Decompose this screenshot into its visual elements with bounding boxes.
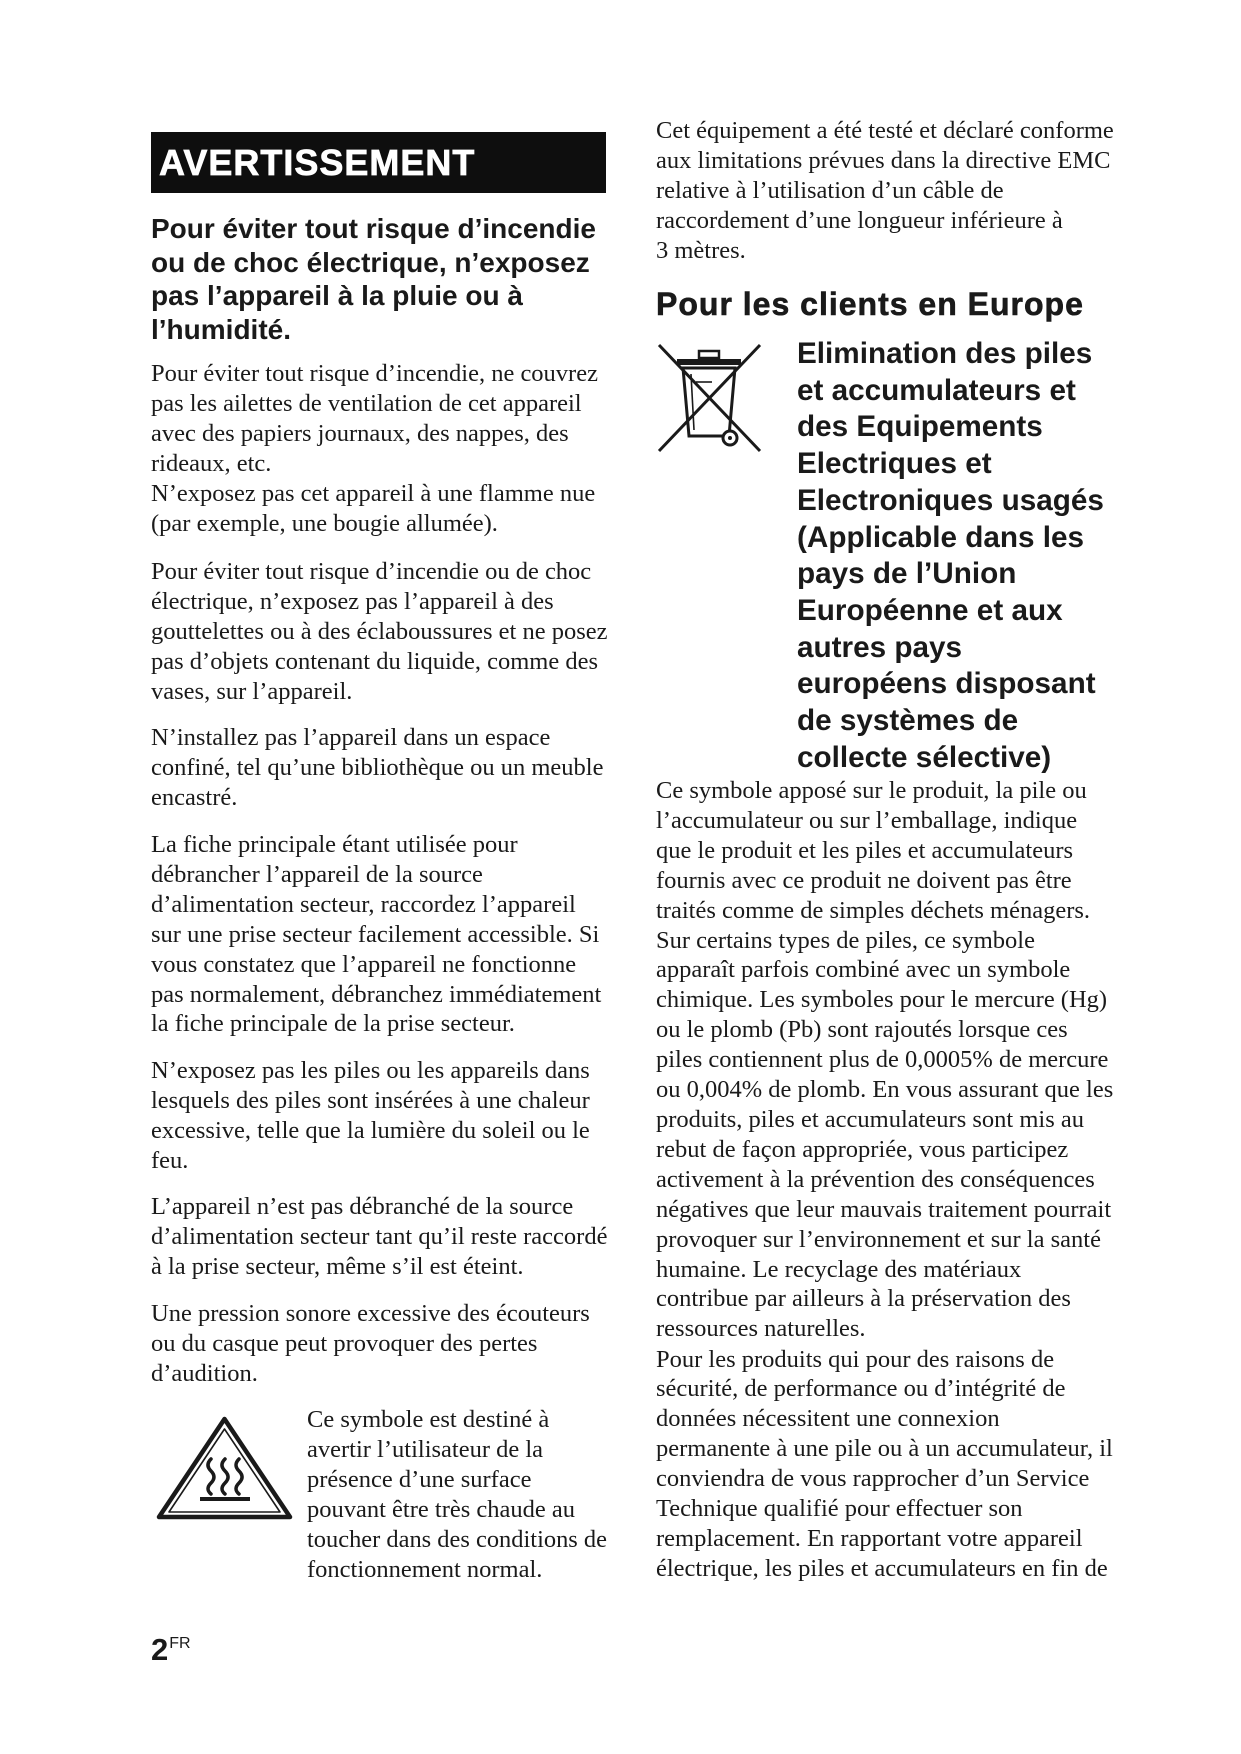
main-plug-paragraph [151,830,608,1039]
text-line: ou 0,004% de plomb. En vous assurant que les [656,1076,1114,1104]
safety-heading [151,212,609,346]
text-line: que le produit et les piles et accumulateurs [656,836,1074,864]
weee-heading-line: Européenne et aux [797,593,1063,627]
text-line: feu. [151,1146,189,1174]
weee-heading-line: Elimination des piles [797,337,1093,370]
text-line: Technique qualifié pour effectuer son [656,1495,1023,1523]
weee-heading-line: Electroniques usagés [797,483,1104,517]
liquid-warning-paragraph [151,557,608,707]
text-line: Sur certains types de piles, ce symbole [656,926,1035,954]
text-line: vous constatez que l’appareil ne fonctionne [151,950,577,978]
text-line: humaine. Le recyclage des matériaux [656,1255,1022,1283]
confined-space-paragraph [151,723,608,813]
text-line: aux limitations prévues dans la directive EMC [656,146,1111,174]
text-line: d’alimentation secteur tant qu’il reste raccordé [151,1222,608,1250]
text-line: présence d’une surface [307,1465,532,1493]
text-line: sécurité, de performance ou d’intégrité de [656,1375,1066,1403]
weee-heading-line: Electriques et [797,447,992,481]
europe-section-heading: Pour les clients en Europe [656,286,1084,322]
text-line: 3 mètres. [656,236,746,264]
weee-heading-line: autres pays [797,630,963,664]
warning-banner-title: AVERTISSEMENT [159,142,476,183]
warning-banner [151,132,606,193]
page-number-digit: 2 [151,1632,169,1667]
hot-surface-text [307,1405,607,1584]
hot-surface-notice [151,1405,611,1590]
text-line: négatives que leur mauvais traitement pourrait [656,1195,1112,1223]
weee-heading-line: collecte sélective) [797,740,1052,774]
text-line: électrique, les piles et accumulateurs en fin de [656,1554,1108,1582]
weee-body-paragraph [656,776,1121,1344]
text-line: débrancher l’appareil de la source [151,860,483,888]
text-line: électrique, n’exposez pas l’appareil à des [151,587,554,615]
safety-heading-line: Pour éviter tout risque d’incendie [151,213,596,244]
hot-surface-warning-icon [155,1415,294,1521]
text-line: permanente à une pile ou à un accumulateur, il [656,1435,1113,1463]
text-line: piles contiennent plus de 0,0005% de mercure [656,1046,1109,1074]
text-line: produits, piles et accumulateurs sont mis au [656,1105,1084,1133]
text-line: lesquels des piles sont insérées à une chaleur [151,1086,590,1114]
text-line: Cet équipement a été testé et déclaré conforme [656,117,1114,144]
text-line: contribue par ailleurs à la préservation des [656,1285,1071,1313]
page-language-code: FR [169,1635,191,1652]
power-disconnect-paragraph [151,1192,608,1282]
text-line: Ce symbole est destiné à [307,1406,550,1433]
text-line: N’installez pas l’appareil dans un espace [151,724,551,751]
text-line: L’appareil n’est pas débranché de la source [151,1193,574,1220]
safety-heading-line: pas l’appareil à la pluie ou à [151,280,523,312]
safety-heading-line: l’humidité. [151,313,291,345]
text-line: à la prise secteur, même s’il est éteint. [151,1252,524,1280]
text-line: la fiche principale de la prise secteur. [151,1010,515,1038]
text-line: gouttelettes ou à des éclaboussures et ne posez [151,617,608,645]
text-line: raccordement d’une longueur inférieure à [656,206,1063,234]
text-line: N’exposez pas les piles ou les appareils dans [151,1057,590,1084]
text-line: excessive, telle que la lumière du soleil ou le [151,1116,590,1144]
text-line: ressources naturelles. [656,1315,866,1343]
text-line: pouvant être très chaude au [307,1495,576,1523]
weee-heading-line: des Equipements [797,410,1043,444]
emc-compliance-paragraph [656,116,1121,266]
text-line: conviendra de vous rapprocher d’un Service [656,1465,1090,1493]
text-line: activement à la prévention des conséquences [656,1165,1095,1193]
text-line: apparaît parfois combiné avec un symbole [656,956,1071,984]
ventilation-flame-paragraph [151,359,608,538]
text-line: La fiche principale étant utilisée pour [151,831,518,858]
battery-heat-paragraph [151,1056,608,1176]
battery-replacement-paragraph [656,1345,1121,1584]
weee-heading [797,336,1119,776]
weee-heading-line: européens disposant [797,667,1096,701]
text-line: Pour les produits qui pour des raisons de [656,1345,1055,1373]
text-line: Une pression sonore excessive des écouteurs [151,1300,590,1327]
weee-heading-line: et accumulateurs et [797,373,1076,407]
text-line: ou du casque peut provoquer des pertes [151,1329,538,1357]
text-line: d’audition. [151,1359,258,1387]
text-line: d’alimentation secteur, raccordez l’appareil [151,890,576,918]
text-line: remplacement. En rapportant votre appareil [656,1524,1083,1552]
text-line: (par exemple, une bougie allumée). [151,509,498,537]
text-line: sur une prise secteur facilement accessible. Si [151,920,600,948]
text-line: avec des papiers journaux, des nappes, des [151,419,569,447]
text-line: données nécessitent une connexion [656,1405,1000,1433]
weee-heading-line: de systèmes de [797,704,1019,738]
weee-heading-line: pays de l’Union [797,557,1017,591]
text-line: ou le plomb (Pb) sont rajoutés lorsque ces [656,1016,1068,1044]
hearing-loss-paragraph [151,1299,608,1389]
page-number [151,1634,191,1665]
text-line: rideaux, etc. [151,449,272,477]
text-line: provoquer sur l’environnement et sur la santé [656,1225,1101,1253]
text-line: vases, sur l’appareil. [151,677,353,705]
text-line: pas d’objets contenant du liquide, comme des [151,647,599,675]
weee-disposal-block [656,336,1121,776]
text-line: rebut de façon appropriée, vous participez [656,1135,1069,1163]
text-line: Ce symbole apposé sur le produit, la pile ou [656,777,1087,804]
text-line: relative à l’utilisation d’un câble de [656,176,1004,204]
text-line: Pour éviter tout risque d’incendie ou de choc [151,558,592,585]
crossed-out-wheelie-bin-icon [656,342,762,454]
text-line: chimique. Les symboles pour le mercure (Hg) [656,986,1108,1014]
text-line: traités comme de simples déchets ménagers. [656,896,1091,924]
text-line: Pour éviter tout risque d’incendie, ne couvrez [151,360,598,387]
text-line: pas normalement, débranchez immédiatement [151,980,602,1008]
text-line: confiné, tel qu’une bibliothèque ou un meuble [151,753,604,781]
safety-heading-line: ou de choc électrique, n’exposez [151,246,590,278]
text-line: pas les ailettes de ventilation de cet appareil [151,389,582,417]
text-line: l’accumulateur ou sur l’emballage, indique [656,806,1078,834]
text-line: fournis avec ce produit ne doivent pas être [656,866,1072,894]
weee-heading-line: (Applicable dans les [797,520,1085,554]
text-line: fonctionnement normal. [307,1555,543,1583]
text-line: toucher dans des conditions de [307,1525,607,1553]
text-line: encastré. [151,783,238,811]
text-line: N’exposez pas cet appareil à une flamme nue [151,479,596,507]
text-line: avertir l’utilisateur de la [307,1435,544,1463]
